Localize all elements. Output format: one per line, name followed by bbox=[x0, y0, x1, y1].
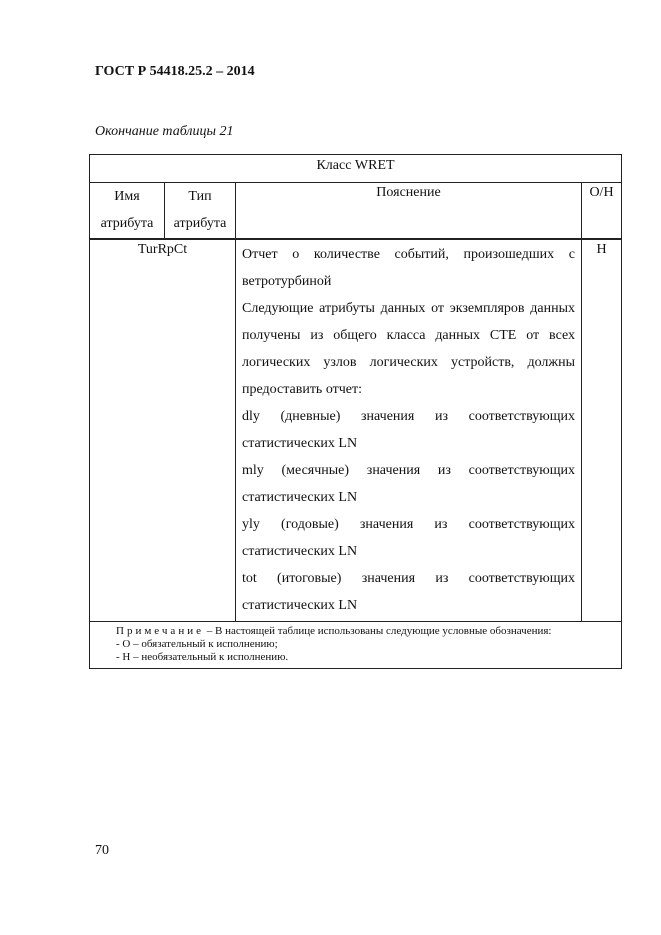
note-item: - О – обязательный к исполнению; bbox=[116, 638, 278, 650]
page-number: 70 bbox=[95, 843, 109, 858]
description-paragraph: mly (месячные) значения из соответствующих статистических LN bbox=[242, 463, 575, 505]
class-title: Класс WRET bbox=[90, 155, 622, 183]
column-header-name bbox=[90, 183, 165, 240]
column-header-description: Пояснение bbox=[236, 183, 582, 240]
class-title-row bbox=[90, 155, 622, 183]
note-item: - Н – необязательный к исполнению. bbox=[116, 651, 289, 663]
attribute-name: TurRpCt bbox=[90, 239, 236, 622]
attribute-description bbox=[236, 239, 582, 622]
table-row bbox=[90, 239, 622, 622]
column-header-on: О/Н bbox=[582, 183, 622, 240]
description-paragraph: Отчет о количестве событий, произошедших с ветротурбиной bbox=[242, 247, 575, 289]
column-header-name-line2: атрибута bbox=[100, 216, 154, 231]
column-header-row bbox=[90, 183, 622, 240]
table-caption: Окончание таблицы 21 bbox=[95, 124, 234, 139]
document-header: ГОСТ Р 54418.25.2 – 2014 bbox=[95, 64, 255, 79]
note-text: – В настоящей таблице использованы следующие условные обозначения: bbox=[203, 625, 552, 637]
description-paragraph: tot (итоговые) значения из соответствующих статистических LN bbox=[242, 571, 575, 613]
note-label: Примечание bbox=[116, 625, 204, 637]
attributes-table bbox=[89, 154, 622, 669]
column-header-name-line1: Имя bbox=[114, 189, 140, 204]
column-header-type-line2: атрибута bbox=[173, 216, 227, 231]
attribute-on: Н bbox=[582, 239, 622, 622]
table-note bbox=[90, 622, 622, 669]
description-paragraph: dly (дневные) значения из соответствующих статистических LN bbox=[242, 409, 575, 451]
description-paragraph: yly (годовые) значения из соответствующих статистических LN bbox=[242, 517, 575, 559]
column-header-type bbox=[165, 183, 236, 240]
description-paragraph: Следующие атрибуты данных от экземпляров данных получены из общего класса данных CTE от всех логических узлов логических устройств, должны предоставить отчет: bbox=[242, 301, 575, 397]
note-row bbox=[90, 622, 622, 669]
column-header-type-line1: Тип bbox=[188, 189, 212, 204]
